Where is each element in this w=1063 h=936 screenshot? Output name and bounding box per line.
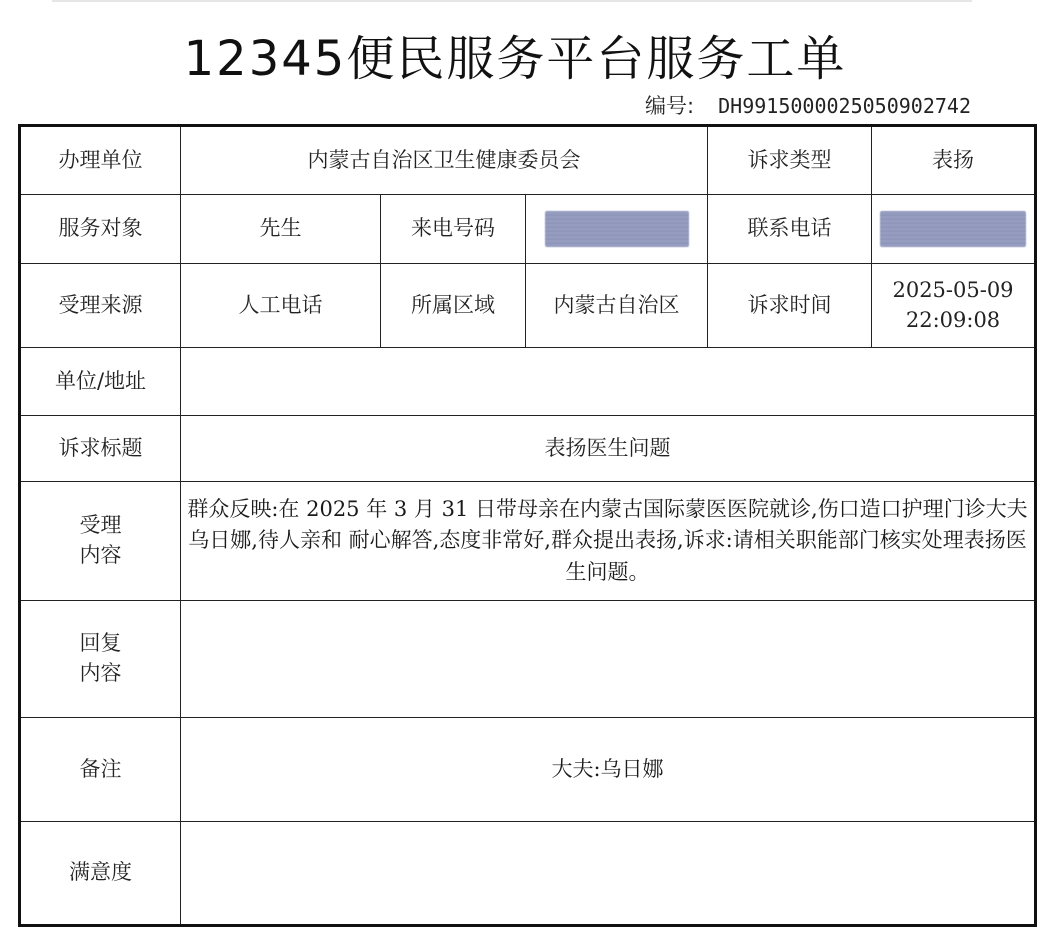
remark-value: 大夫:乌日娜 — [181, 718, 1036, 822]
subject-label: 诉求标题 — [20, 416, 181, 482]
top-rule — [52, 0, 972, 2]
time-value — [872, 264, 1036, 348]
object-value: 先生 — [181, 195, 381, 264]
reply-value — [181, 601, 1036, 718]
reply-label-line2: 内容 — [79, 661, 122, 686]
type-value: 表扬 — [872, 126, 1036, 195]
remark-label: 备注 — [20, 718, 181, 822]
row-satisfaction — [20, 822, 1036, 926]
caller-label: 来电号码 — [381, 195, 526, 264]
work-order-table — [18, 124, 1037, 927]
row-object — [20, 195, 1036, 264]
row-source — [20, 264, 1036, 348]
subject-value: 表扬医生问题 — [181, 416, 1036, 482]
contact-phone-cell — [872, 195, 1036, 264]
work-order-number — [645, 90, 971, 120]
row-remark — [20, 718, 1036, 822]
satisfaction-value — [181, 822, 1036, 926]
content-label-line2: 内容 — [79, 543, 122, 568]
contact-phone-redaction — [880, 211, 1026, 247]
source-label: 受理来源 — [20, 264, 181, 348]
address-label: 单位/地址 — [20, 348, 181, 416]
reply-label — [20, 601, 181, 718]
satisfaction-label: 满意度 — [20, 822, 181, 926]
region-value: 内蒙古自治区 — [526, 264, 708, 348]
time-label: 诉求时间 — [708, 264, 872, 348]
caller-number-redaction — [545, 211, 689, 247]
number-value: DH991500002505090274​2 — [718, 94, 971, 118]
caller-number-cell — [526, 195, 708, 264]
row-subject — [20, 416, 1036, 482]
content-label-line1: 受理 — [79, 513, 122, 538]
time-date: 2025-05-09 — [892, 277, 1014, 302]
type-label: 诉求类型 — [708, 126, 872, 195]
page-title: 12345便民服务平台服务工单 — [183, 31, 847, 87]
row-reply — [20, 601, 1036, 718]
content-text: 群众反映:在 2025 年 3 月 31 日带母亲在内蒙古国际蒙医医院就诊,伤口造口护理门诊大夫乌日娜,待人亲和 耐心解答,态度非常好,群众提出表扬,诉求:请相关职能部门核实处理表扬医生问题。 — [181, 482, 1036, 601]
address-value — [181, 348, 1036, 416]
unit-value: 内蒙古自治区卫生健康委员会 — [181, 126, 708, 195]
unit-label: 办理单位 — [20, 126, 181, 195]
object-label: 服务对象 — [20, 195, 181, 264]
reply-label-line1: 回复 — [79, 631, 122, 656]
source-value: 人工电话 — [181, 264, 381, 348]
row-address — [20, 348, 1036, 416]
row-unit — [20, 126, 1036, 195]
contact-label: 联系电话 — [708, 195, 872, 264]
region-label: 所属区域 — [381, 264, 526, 348]
row-content — [20, 482, 1036, 601]
content-label — [20, 482, 181, 601]
time-clock: 22:09:08 — [905, 307, 1001, 332]
number-label: 编号: — [645, 94, 695, 118]
